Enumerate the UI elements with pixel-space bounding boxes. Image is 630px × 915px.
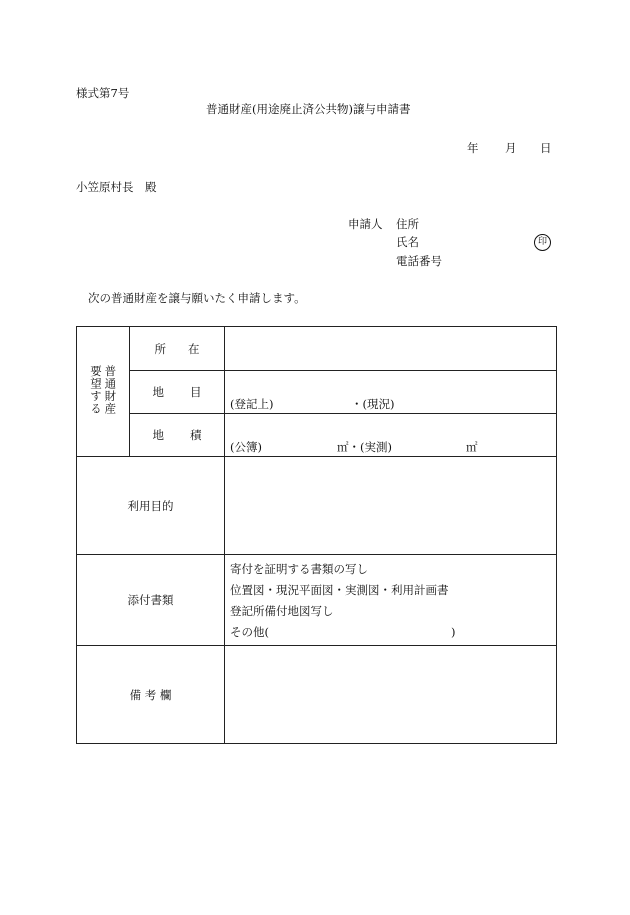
seal-text: 印 [537, 237, 547, 247]
purpose-label [77, 457, 225, 555]
date-day: 日 [540, 141, 552, 155]
row-purpose [77, 457, 557, 555]
attachment-item: 寄付を証明する書類の写し [230, 562, 368, 576]
land-category-field[interactable] [225, 371, 557, 414]
group-label-col2: 普通財産 [103, 365, 118, 415]
page-title: 普通財産(用途廃止済公共物)譲与申請書 [206, 102, 411, 116]
attachments-label-text: 添付書類 [127, 593, 174, 607]
area-field[interactable] [225, 414, 557, 457]
row-location [77, 327, 557, 371]
area-label-part1: 地 [152, 428, 164, 442]
land-category-registry: (登記上) [230, 397, 274, 411]
area-unit-survey: ㎡ [466, 440, 478, 454]
attachments-list [225, 555, 557, 646]
attachments-label [77, 555, 225, 646]
area-ledger: (公簿) [230, 440, 262, 454]
row-area [77, 414, 557, 457]
location-label-part1: 所 [154, 341, 166, 356]
row-land-category [77, 371, 557, 414]
attachment-other-close: ) [451, 625, 456, 639]
remarks-label [77, 646, 225, 744]
area-label [130, 414, 225, 457]
land-category-current: ・(現況) [351, 397, 395, 411]
area-label-part2: 積 [190, 428, 202, 442]
date-year: 年 [467, 141, 479, 155]
remarks-label-text: 備 考 欄 [129, 687, 172, 702]
intro-text: 次の普通財産を譲与願いたく申請します。 [88, 291, 306, 305]
applicant-address-label: 住所 [396, 217, 419, 231]
purpose-label-text: 利用目的 [127, 498, 174, 513]
land-category-label-part1: 地 [152, 385, 164, 399]
land-category-label [130, 371, 225, 414]
date-month: 月 [505, 141, 517, 155]
addressee: 小笠原村長 殿 [76, 180, 157, 194]
remarks-field[interactable] [225, 646, 557, 744]
group-label-col1: 要望する [89, 365, 103, 415]
location-field[interactable] [225, 327, 557, 371]
attachment-item: 登記所備付地図写し [230, 604, 334, 618]
attachment-item: 位置図・現況平面図・実測図・利用計画書 [230, 583, 449, 597]
applicant-name-label: 氏名 [396, 235, 419, 249]
applicant-label: 申請人 [348, 217, 383, 231]
row-remarks [77, 646, 557, 744]
purpose-field[interactable] [225, 457, 557, 555]
attachment-item-other: その他( [230, 625, 269, 639]
seal-mark [534, 234, 551, 251]
requested-property-group-label [77, 327, 130, 457]
row-attachments [77, 555, 557, 646]
land-category-label-part2: 目 [190, 385, 202, 399]
application-table [76, 326, 557, 744]
applicant-phone-label: 電話番号 [396, 254, 442, 268]
location-label [130, 327, 225, 371]
area-unit-ledger: ㎡・(実測) [337, 440, 392, 454]
form-number: 様式第7号 [76, 86, 130, 100]
location-label-part2: 在 [188, 341, 200, 356]
